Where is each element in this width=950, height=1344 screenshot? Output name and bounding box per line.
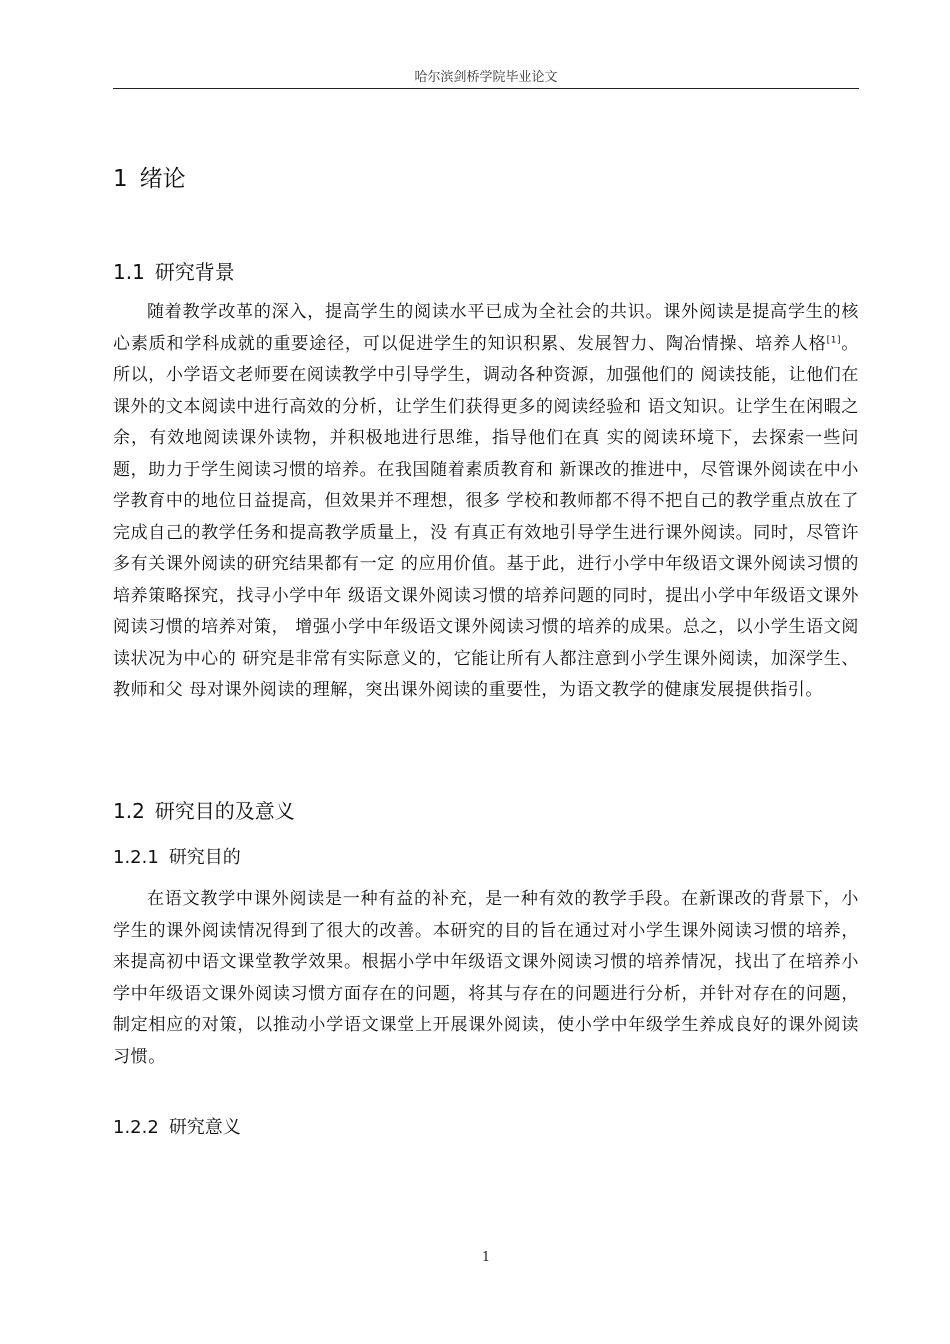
section-title: 研究目的及意义 <box>154 799 295 823</box>
background-paragraph <box>113 297 859 707</box>
section-title: 研究背景 <box>154 260 235 284</box>
chapter-title: 绪论 <box>139 166 186 192</box>
citation-marker: [1] <box>826 334 842 345</box>
subsection-number: 1.2.2 <box>113 1117 159 1138</box>
paragraph-text-continued: 。所以，小学语文老师要在阅读教学中引导学生，调动各种资源，加强他们的 阅读技能，让他们在课外的文本阅读中进行高效的分析，让学生们获得更多的阅读经验和 语文知识。让学生在闲暇之余，有效地阅读课外读物，并积极地进行思维，指导他们在真 实的阅读环境下，去探索一些问题，助力于学生阅读习惯的培养。在我国随着素质教育和 新课改的推进中，尽管课外阅读在中小学教育中的地位日益提高，但效果并不理想，很多 学校和教师都不得不把自己的教学重点放在了完成自己的教学任务和提高教学质量上，没 有真正有效地引导学生进行课外阅读。同时，尽管许多有关课外阅读的研究结果都有一定 的应用价值。基于此，进行小学中年级语文课外阅读习惯的培养策略探究，找寻小学中年 级语文课外阅读习惯的培养问题的同时，提出小学中年级语文课外阅读习惯的培养对策， 增强小学中年级语文课外阅读习惯的培养的成果。总之，以小学生语文阅读状况为中心的 研究是非常有实际意义的，它能让所有人都注意到小学生课外阅读，加深学生、教师和父 母对课外阅读的理解，突出课外阅读的重要性，为语文教学的健康发展提供指引。 <box>113 333 859 700</box>
subsection-heading-1-2-2 <box>113 1113 241 1139</box>
header-rule <box>113 88 859 89</box>
section-heading-1-1 <box>113 256 235 285</box>
section-number: 1.2 <box>113 799 145 823</box>
subsection-number: 1.2.1 <box>113 847 159 868</box>
subsection-heading-1-2-1 <box>113 843 241 869</box>
page-number: 1 <box>481 1250 491 1265</box>
running-header: 哈尔滨剑桥学院毕业论文 <box>414 70 558 85</box>
section-heading-1-2 <box>113 795 295 824</box>
subsection-title: 研究目的 <box>168 847 241 868</box>
chapter-heading <box>113 160 186 193</box>
chapter-number: 1 <box>113 166 128 192</box>
subsection-title: 研究意义 <box>168 1117 241 1138</box>
paragraph-text: 随着教学改革的深入，提高学生的阅读水平已成为全社会的共识。课外阅读是提高学生的核心素质和学科成就的重要途径，可以促进学生的知识积累、发展智力、陶冶情操、培养人格 <box>113 302 859 354</box>
purpose-paragraph: 在语文教学中课外阅读是一种有益的补充，是一种有效的教学手段。在新课改的背景下，小学生的课外阅读情况得到了很大的改善。本研究的目的旨在通过对小学生课外阅读习惯的培养，来提高初中语文课堂教学效果。根据小学中年级语文课外阅读习惯的培养情况，找出了在培养小学中年级语文课外阅读习惯方面存在的问题，将其与存在的问题进行分析，并针对存在的问题，制定相应的对策，以推动小学语文课堂上开展课外阅读，使小学中年级学生养成良好的课外阅读习惯。 <box>113 889 859 1067</box>
section-number: 1.1 <box>113 260 145 284</box>
